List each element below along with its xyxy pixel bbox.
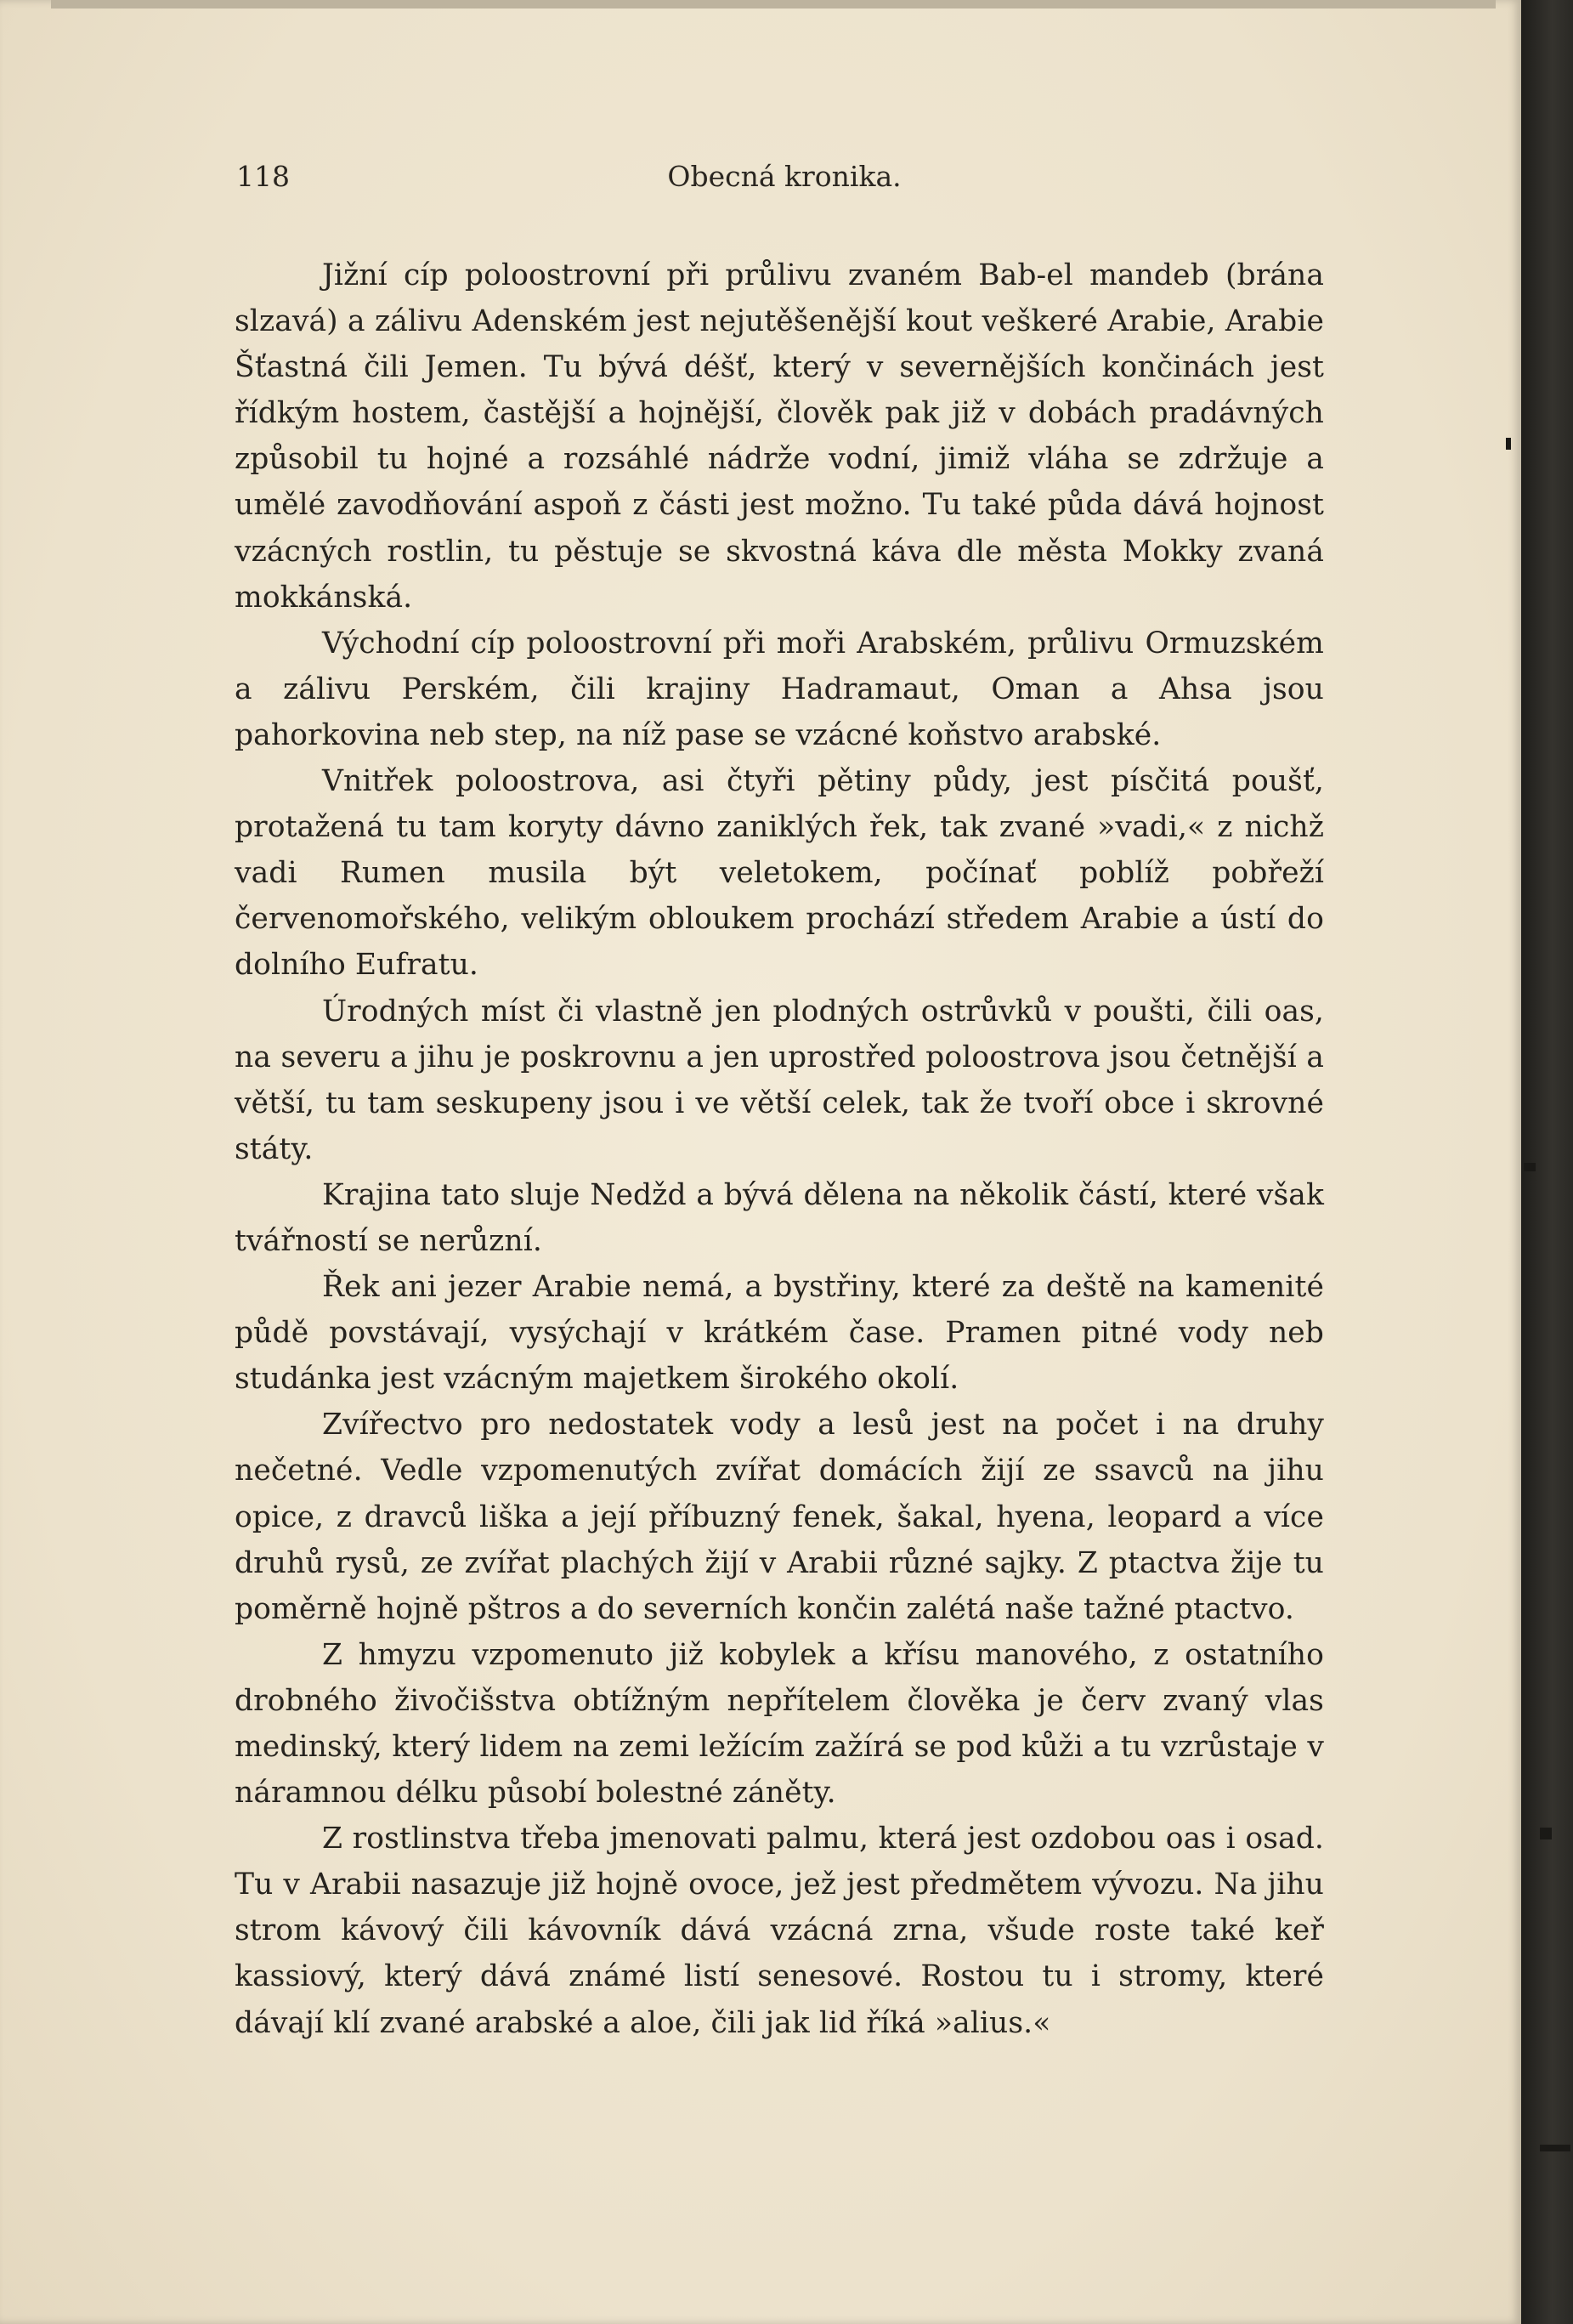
page-number: 118	[236, 160, 290, 193]
body-text	[235, 252, 1324, 2046]
paragraph: Krajina tato sluje Nedžd a bývá dělena na několik částí, které však tvářností se nerůzní.	[235, 1177, 1324, 1258]
bleed-mark	[1540, 2145, 1570, 2151]
paragraph: Úrodných míst či vlastně jen plodných ostrůvků v poušti, čili oas, na severu a jihu je poskrovnu a jen uprostřed poloostrova jsou četnější a větší, tu tam seskupeny jsou i ve větší celek, tak že tvoří obce i skrovné státy.	[235, 994, 1324, 1166]
page-header	[236, 160, 1333, 202]
paragraph: Vnitřek poloostrova, asi čtyři pětiny půdy, jest písčitá poušť, protažená tu tam koryty dávno zaniklých řek, tak zvané »vadi,« z nichž vadi Rumen musila být veletokem, počínať poblíž pobřeží červenomořského, velikým obloukem prochází středem Arabie a ústí do dolního Eufratu.	[235, 764, 1324, 983]
paragraph: Východní cíp poloostrovní při moři Arabském, průlivu Ormuzském a zálivu Perském, čili krajiny Hadramaut, Oman a Ahsa jsou pahorkovina neb step, na níž pase se vzácné koňstvo arabské.	[235, 626, 1324, 752]
paragraph: Jižní cíp poloostrovní při průlivu zvaném Bab-el mandeb (brána slzavá) a zálivu Adenském jest nejutěšenější kout veškeré Arabie, Arabie Šťastná čili Jemen. Tu bývá déšť, který v severnějších končinách jest řídkým hostem, častější a hojnější, člověk pak již v dobách pradávných způsobil tu hojné a rozsáhlé nádrže vodní, jimiž vláha se zdržuje a umělé zavodňování aspoň z části jest možno. Tu také půda dává hojnost vzácných rostlin, tu pěstuje se skvostná káva dle města Mokky zvaná mokkánská.	[235, 258, 1324, 615]
paragraph: Zvířectvo pro nedostatek vody a lesů jest na počet i na druhy nečetné. Vedle vzpomenutých zvířat domácích žijí ze ssavců na jihu opice, z dravců liška a její příbuzný fenek, šakal, hyena, leopard a více druhů rysů, ze zvířat plachých žijí v Arabii různé sajky. Z ptactva žije tu poměrně hojně pštros a do severních končin zalétá naše tažné ptactvo.	[235, 1408, 1324, 1626]
bleed-mark	[1506, 438, 1511, 450]
paragraph: Z rostlinstva třeba jmenovati palmu, která jest ozdobou oas i osad. Tu v Arabii nasazuje již hojně ovoce, jež jest předmětem vývozu. Na jihu strom kávový čili kávovník dává vzácná zrna, všude roste také keř kassiový, který dává známé listí senesové. Rostou tu i stromy, které dávají klí zvané arabské a aloe, čili jak lid říká »alius.«	[235, 1822, 1324, 2040]
paragraph: Z hmyzu vzpomenuto již kobylek a křísu manového, z ostatního drobného živočišstva obtížným nepřítelem člověka je červ zvaný vlas medinský, který lidem na zemi ležícím zažírá se pod kůži a tu vzrůstaje v náramnou délku působí bolestné záněty.	[235, 1637, 1324, 1811]
bleed-mark	[1524, 1163, 1536, 1171]
bleed-mark	[1540, 1828, 1552, 1839]
running-title: Obecná kronika.	[667, 160, 902, 193]
paragraph: Řek ani jezer Arabie nemá, a bystřiny, které za deště na kamenité půdě povstávají, vysýchají v krátkém čase. Pramen pitné vody neb studánka jest vzácným majetkem širokého okolí.	[235, 1270, 1324, 1397]
book-gutter-edge	[1521, 0, 1573, 2324]
